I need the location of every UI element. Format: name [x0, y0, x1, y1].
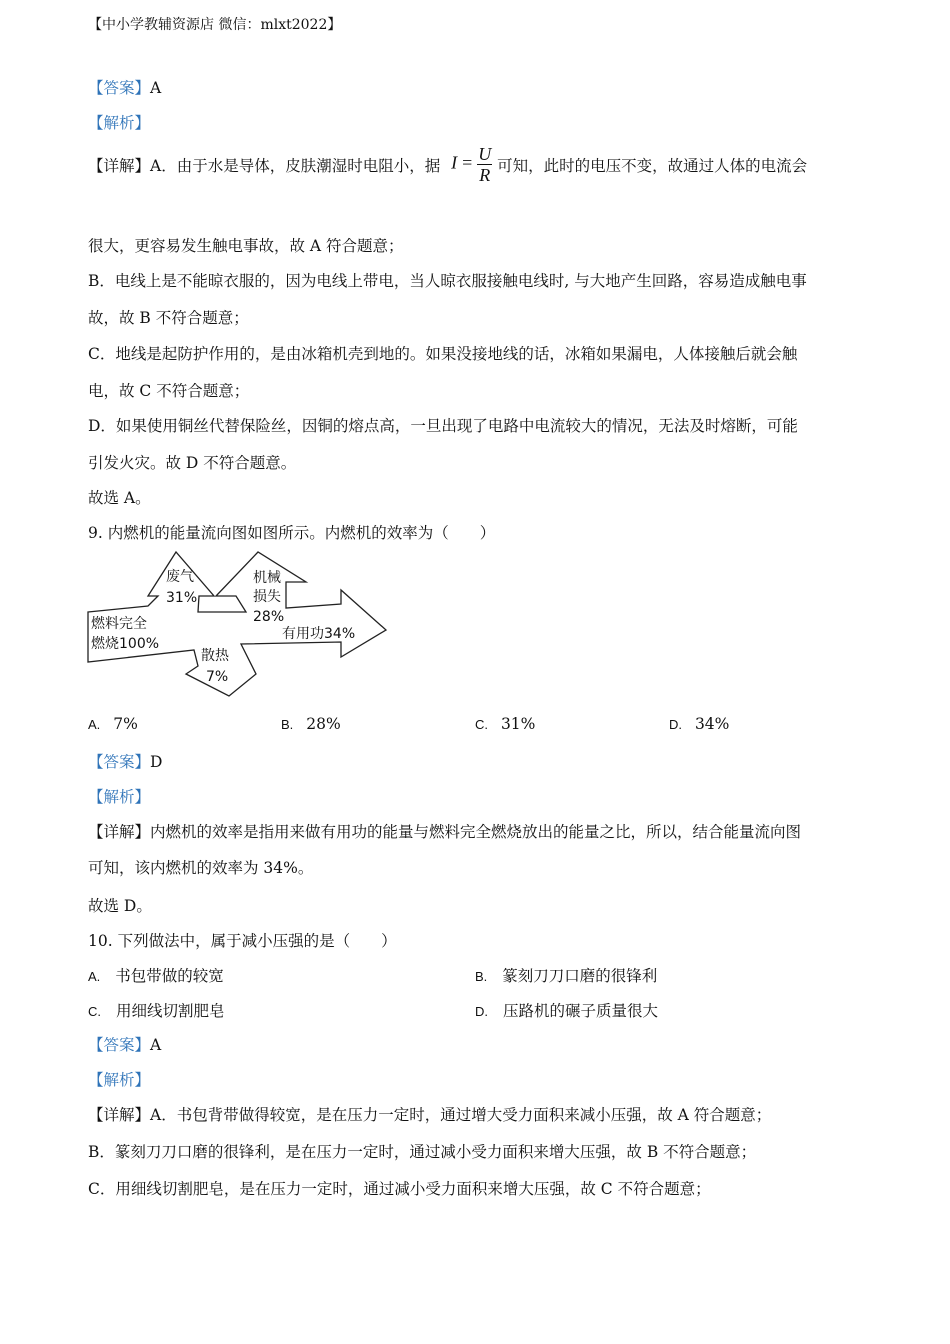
option-letter: D. [475, 1004, 488, 1019]
input-label-line2: 燃烧100% [91, 636, 160, 652]
option-text: 7% [113, 715, 138, 733]
q10-option-c[interactable] [88, 999, 224, 1021]
heat-loss-label: 散热 [201, 648, 229, 664]
answer-value: A [150, 79, 162, 97]
exhaust-label: 废气 [166, 569, 194, 585]
q8-b-line2: 故，故 B 不符合题意； [88, 309, 249, 327]
q8-c-line1: C．地线是起防护作用的，是由冰箱机壳到地的。如果没接地线的话，冰箱如果漏电，人体接触后就会触 [88, 345, 798, 363]
q8-conclusion: 故选 A。 [88, 489, 151, 507]
q10-question: 10. 下列做法中，属于减小压强的是（ ） [88, 932, 397, 950]
answer-tag: 【答案】 [88, 753, 151, 771]
q10-detail-a [88, 1103, 771, 1125]
formula-fraction [477, 144, 492, 185]
option-letter: A. [88, 717, 101, 732]
answer-value: A [150, 1036, 162, 1054]
q10-option-b[interactable] [475, 964, 657, 986]
option-text: 31% [500, 715, 536, 733]
detail-text: A．书包背带做得较宽，是在压力一定时，通过增大受力面积来减小压强，故 A 符合题意； [150, 1106, 772, 1124]
ohms-law-formula [451, 144, 492, 185]
energy-flow-diagram [86, 550, 391, 700]
option-letter: C. [88, 1004, 101, 1019]
q9-detail-line2: 可知，该内燃机的效率为 34%。 [88, 859, 314, 877]
q9-analysis-tag: 【解析】 [88, 788, 151, 806]
option-text: 压路机的碾子质量很大 [502, 1002, 658, 1020]
q8-d-line1: D．如果使用铜丝代替保险丝，因铜的熔点高，一旦出现了电路中电流较大的情况，无法及时熔断，可能 [88, 417, 798, 435]
q9-option-b[interactable] [281, 715, 341, 733]
detail-tag: 【详解】 [88, 1106, 151, 1124]
page-header: 【中小学教辅资源店 微信：mlxt2022】 [88, 17, 342, 33]
heat-loss-value: 7% [206, 669, 229, 685]
detail-tag: 【详解】 [88, 156, 151, 175]
detail-a-text: A．由于水是导体，皮肤潮湿时电阻小，据 [150, 156, 441, 175]
detail-tag: 【详解】 [88, 823, 151, 841]
q10-option-a[interactable] [88, 964, 224, 986]
q8-analysis-tag: 【解析】 [88, 114, 151, 132]
useful-work-label: 有用功34% [282, 626, 356, 642]
option-letter: B. [281, 717, 294, 732]
q9-option-d[interactable] [669, 715, 729, 733]
q8-b-line1: B．电线上是不能晾衣服的，因为电线上带电，当人晾衣服接触电线时, 与大地产生回路，容易造成触电事 [88, 272, 807, 290]
q9-option-a[interactable] [88, 715, 138, 733]
option-letter: C. [475, 717, 488, 732]
option-letter: D. [669, 717, 682, 732]
q8-detail-a [88, 144, 807, 194]
formula-denominator: R [479, 165, 491, 185]
option-text: 用细线切割肥皂 [115, 1002, 225, 1020]
q9-conclusion: 故选 D。 [88, 897, 152, 915]
option-letter: B. [475, 969, 488, 984]
mech-loss-value: 28% [253, 609, 285, 625]
detail-a-text-cont: 可知，此时的电压不变，故通过人体的电流会 [497, 156, 808, 175]
q10-answer [88, 1033, 161, 1055]
q8-c-line2: 电，故 C 不符合题意； [88, 382, 250, 400]
option-text: 书包带做的较宽 [115, 967, 224, 985]
q9-answer [88, 750, 162, 772]
formula-eq: = [462, 152, 473, 173]
answer-value: D [150, 753, 163, 771]
input-label-line1: 燃料完全 [91, 616, 147, 632]
q9-option-c[interactable] [475, 715, 535, 733]
option-text: 34% [694, 715, 730, 733]
option-text: 28% [306, 715, 341, 733]
exhaust-value: 31% [166, 590, 198, 606]
q8-d-line2: 引发火灾。故 D 不符合题意。 [88, 454, 297, 472]
mech-loss-label-line2: 损失 [253, 589, 281, 605]
q9-detail-line1 [88, 820, 801, 842]
answer-tag: 【答案】 [88, 1036, 151, 1054]
q10-analysis-tag: 【解析】 [88, 1071, 151, 1089]
q10-option-d[interactable] [475, 999, 658, 1021]
detail-text: 内燃机的效率是指用来做有用功的能量与燃料完全燃烧放出的能量之比，所以，结合能量流向图 [150, 823, 802, 841]
formula-numerator: U [478, 144, 492, 164]
q10-detail-b: B．篆刻刀刀口磨的很锋利，是在压力一定时，通过减小受力面积来增大压强，故 B 不符合题意； [88, 1143, 757, 1161]
q8-a-line2: 很大，更容易发生触电事故，故 A 符合题意； [88, 237, 404, 255]
option-text: 篆刻刀刀口磨的很锋利 [502, 967, 658, 985]
option-letter: A. [88, 969, 101, 984]
mech-loss-label-line1: 机械 [253, 570, 281, 586]
q8-answer [88, 76, 161, 98]
answer-tag: 【答案】 [88, 79, 151, 97]
q9-question: 9. 内燃机的能量流向图如图所示。内燃机的效率为（ ） [88, 524, 496, 542]
formula-i: I [451, 152, 458, 173]
q10-detail-c: C．用细线切割肥皂，是在压力一定时，通过减小受力面积来增大压强，故 C 不符合题意； [88, 1180, 711, 1198]
